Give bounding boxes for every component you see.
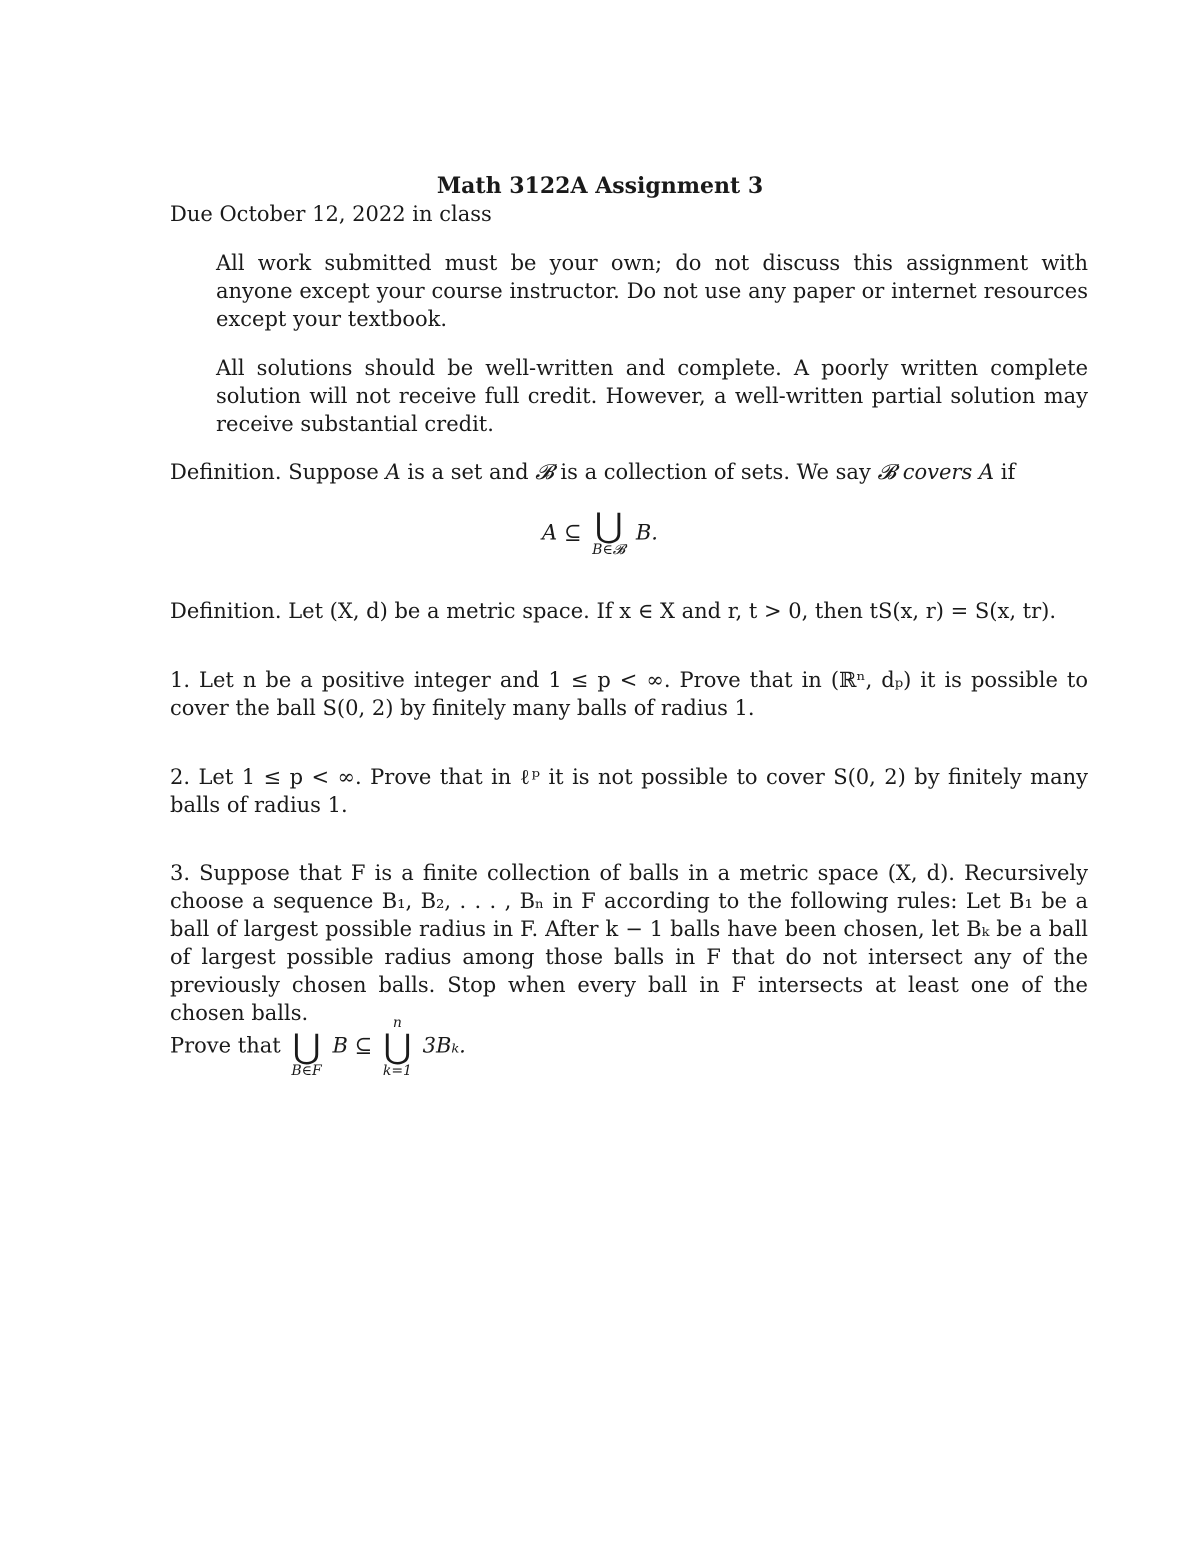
problem-3: 3. Suppose that F is a finite collection of balls in a metric space (X, d). Recursively choose a sequence B₁, B₂, . . . , Bₙ in F according to the following rules: Let B₁ be a ball of largest possible radius in F. After k − 1 balls have been chosen, let Bₖ be a ball of largest possible radius among those balls in F that do not intersect any of the previously chosen balls. Stop when every ball in F intersects at least one of the chosen balls. xyxy=(170,861,1088,1025)
union-upper-limit: n xyxy=(392,1015,402,1031)
definition-label: Definition. xyxy=(170,460,282,484)
due-date: Due October 12, 2022 in class xyxy=(170,202,492,226)
instruction-paragraph-1: All work submitted must be your own; do not discuss this assignment with anyone except your course instructor. Do not use any paper or internet resources except your textbook. xyxy=(216,251,1088,331)
union-index: B∈𝓑 xyxy=(592,542,626,558)
definition-scaling: Definition. Let (X, d) be a metric space. If x ∈ X and r, t > 0, then tS(x, r) = S(x, tr). xyxy=(170,599,1057,623)
big-union-symbol: ⋃ xyxy=(594,506,623,546)
union-index: B∈F xyxy=(291,1063,322,1079)
big-union-symbol: ⋃ xyxy=(383,1027,412,1067)
definition-label: Definition. xyxy=(170,599,282,623)
problem-2: 2. Let 1 ≤ p < ∞. Prove that in ℓᵖ it is not possible to cover S(0, 2) by finitely many balls of radius 1. xyxy=(170,765,1088,817)
union-index: k=1 xyxy=(382,1063,412,1079)
instruction-paragraph-2: All solutions should be well-written and complete. A poorly written complete solution will not receive full credit. However, a well-written partial solution may receive substantial credit. xyxy=(216,356,1088,436)
definition-covers: Definition. Suppose A is a set and 𝓑 is a collection of sets. We say 𝓑 covers A if xyxy=(170,460,1016,484)
covers-term: covers xyxy=(902,460,973,484)
prove-statement: Prove that ⋃ B∈F B ⊆ n ⋃ k=1 3Bₖ. xyxy=(170,1015,466,1079)
display-equation-union: A ⊆ ⋃ B∈𝓑 B. xyxy=(542,506,658,558)
problem-1: 1. Let n be a positive integer and 1 ≤ p < ∞. Prove that in (ℝⁿ, dₚ) it is possible to cover the ball S(0, 2) by finitely many balls of radius 1. xyxy=(170,668,1088,720)
page-title: Math 3122A Assignment 3 xyxy=(436,173,764,199)
big-union-symbol: ⋃ xyxy=(292,1027,321,1067)
